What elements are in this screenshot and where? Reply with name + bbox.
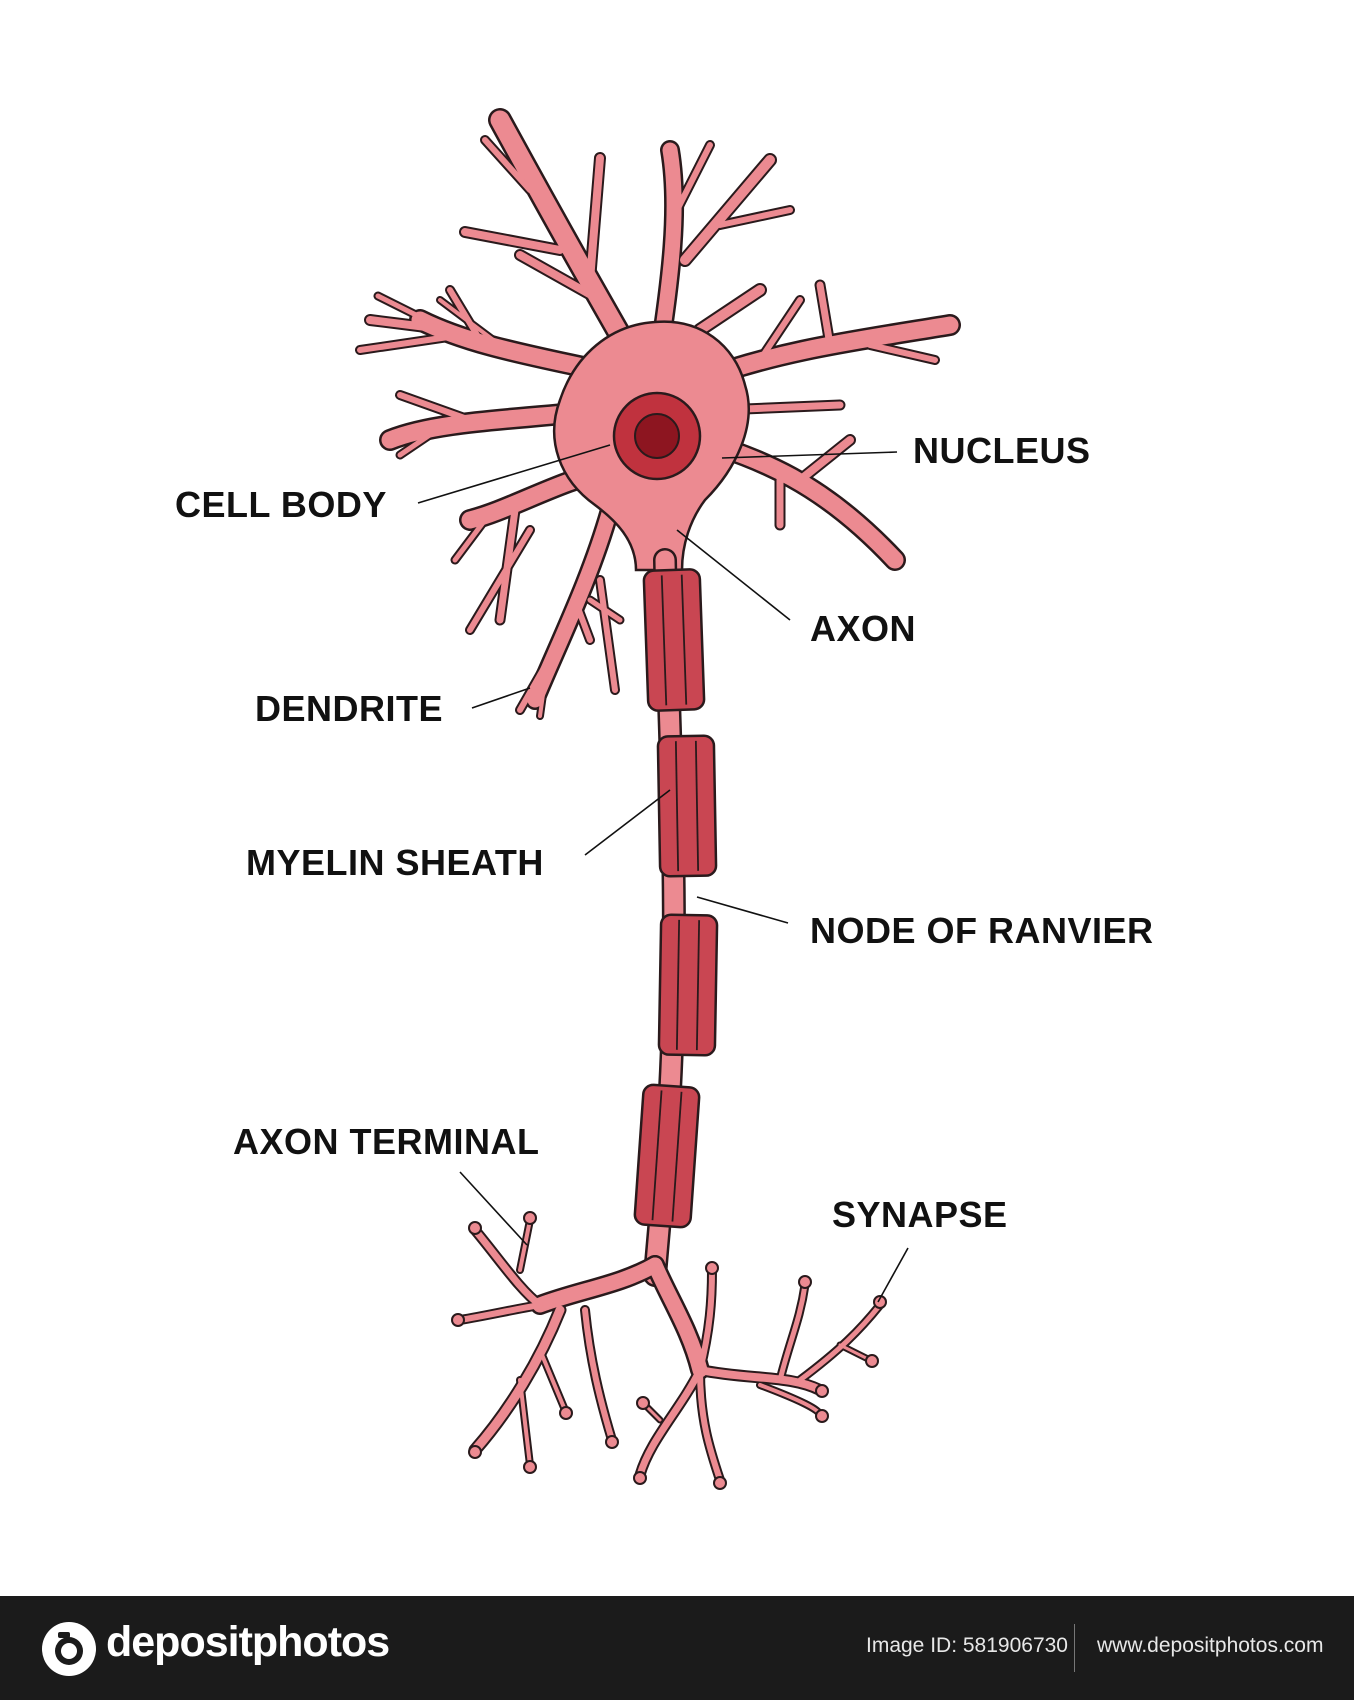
label-cell-body: CELL BODY — [175, 484, 387, 525]
myelin-segment-3 — [659, 915, 717, 1056]
label-myelin-sheath: MYELIN SHEATH — [246, 842, 544, 883]
myelin-segment-1 — [644, 569, 705, 711]
label-nucleus: NUCLEUS — [913, 430, 1091, 471]
leader-synapse — [878, 1248, 908, 1302]
leader-myelin-sheath — [585, 790, 670, 855]
logo-wordmark: depositphotos — [106, 1618, 390, 1666]
label-axon: AXON — [810, 608, 917, 649]
label-synapse: SYNAPSE — [832, 1194, 1008, 1235]
label-dendrite: DENDRITE — [255, 688, 444, 729]
myelin-segment-4 — [634, 1084, 700, 1228]
watermark-footer — [0, 1596, 1354, 1700]
footer-divider — [1074, 1624, 1075, 1672]
axon-terminal-branches — [452, 1212, 886, 1489]
camera-logo-icon — [40, 1620, 98, 1678]
leader-axon-terminal — [460, 1172, 527, 1245]
label-node-of-ranvier: NODE OF RANVIER — [810, 910, 1154, 951]
image-id-text: Image ID: 581906730 — [866, 1634, 1068, 1657]
site-url-text: www.depositphotos.com — [1097, 1634, 1324, 1657]
label-axon-terminal: AXON TERMINAL — [233, 1121, 540, 1162]
nucleolus — [635, 414, 679, 458]
synaptic-knobs — [452, 1212, 886, 1489]
myelin-segment-2 — [658, 736, 716, 877]
